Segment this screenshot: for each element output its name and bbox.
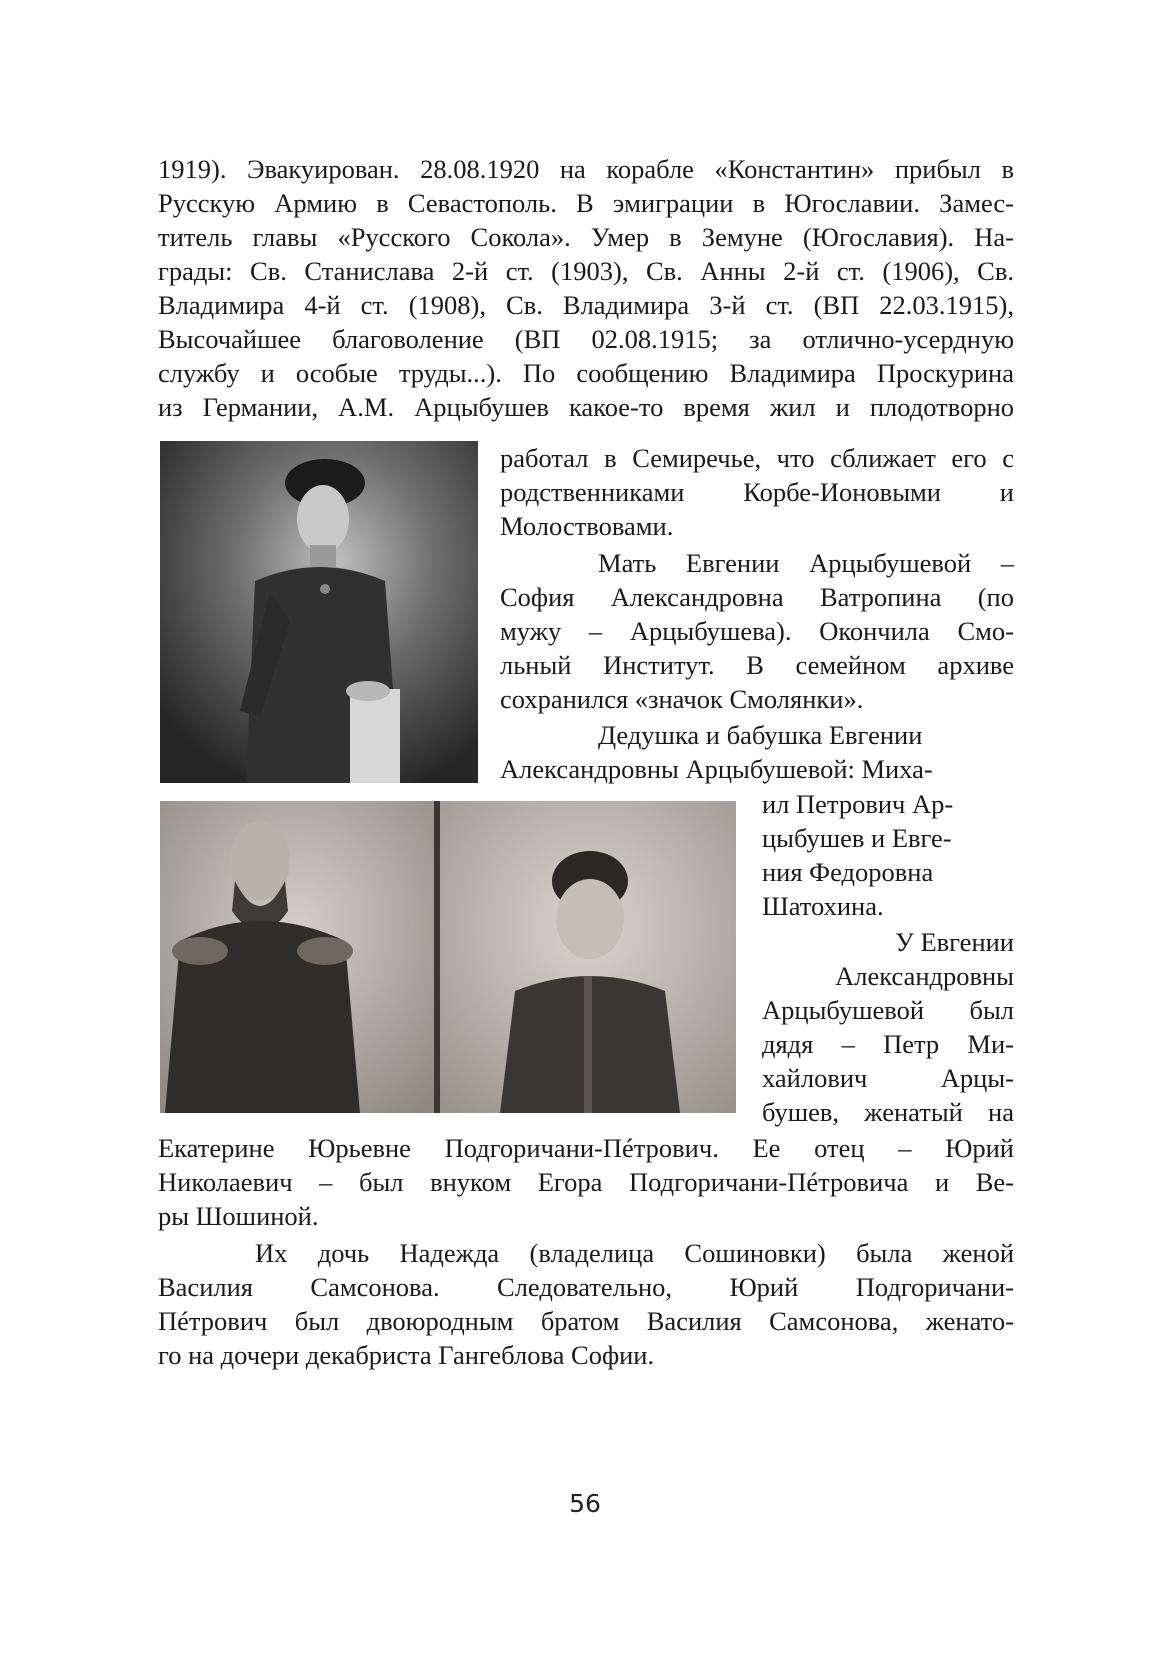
text-line: Молоствовами. bbox=[500, 511, 674, 541]
text-line: ния Федоровна bbox=[762, 857, 934, 887]
text-line: София Александровна Ватропина (по bbox=[500, 582, 1014, 612]
text-line: Екатерине Юрьевне Подгоричани-Пéтрович. Ее отец – Юрий bbox=[158, 1133, 1014, 1163]
text-line: грады: Св. Станислава 2-й ст. (1903), Св. Анны 2-й ст. (1906), Св. bbox=[158, 256, 1014, 286]
text-line: Высочайшее благоволение (ВП 02.08.1915; за отлично-усердную bbox=[158, 324, 1014, 354]
text-line: го на дочери декабриста Гангеблова Софии. bbox=[158, 1340, 655, 1370]
text-line: Василия Самсонова. Следовательно, Юрий Подгоричани- bbox=[158, 1272, 1014, 1302]
portrait-photo-grandparents bbox=[160, 801, 736, 1113]
text-line: Арцыбушевой был bbox=[762, 995, 1014, 1025]
text-line: 1919). Эвакуирован. 28.08.1920 на корабле «Константин» прибыл в bbox=[158, 154, 1014, 184]
text-line: родственниками Корбе-Ионовыми и bbox=[500, 477, 1014, 507]
text-line: Владимира 4-й ст. (1908), Св. Владимира 3-й ст. (ВП 22.03.1915), bbox=[158, 290, 1014, 320]
text-line: Русскую Армию в Севастополь. В эмиграции в Югославии. Замес- bbox=[158, 188, 1014, 218]
text-line: Шатохина. bbox=[762, 891, 884, 921]
text-line: Николаевич – был внуком Егора Подгоричани-Пéтровича и Ве- bbox=[158, 1167, 1014, 1197]
text-line: Их дочь Надежда (владелица Сошиновки) была женой bbox=[255, 1238, 1014, 1268]
text-line: Дедушка и бабушка Евгении bbox=[598, 720, 923, 750]
text-line: льный Институт. В семейном архиве bbox=[500, 650, 1014, 680]
text-line: Александровны Арцыбушевой: Миха- bbox=[500, 754, 933, 784]
text-line: Пéтрович был двоюродным братом Василия Самсонова, женато- bbox=[158, 1306, 1014, 1336]
text-line: Александровны bbox=[835, 961, 1014, 991]
text-line: ил Петрович Ар- bbox=[762, 789, 954, 819]
text-line: службу и особые труды...). По сообщению Владимира Проскурина bbox=[158, 358, 1014, 388]
portrait-photo-woman bbox=[160, 441, 478, 783]
text-line: мужу – Арцыбушева). Окончила Смо- bbox=[500, 616, 1014, 646]
text-line: титель главы «Русского Сокола». Умер в Земуне (Югославия). На- bbox=[158, 222, 1014, 252]
text-line: ры Шошиной. bbox=[158, 1201, 319, 1231]
page-number: 56 bbox=[569, 1489, 601, 1518]
text-line: из Германии, А.М. Арцыбушев какое-то время жил и плодотворно bbox=[158, 392, 1014, 422]
text-line: Мать Евгении Арцыбушевой – bbox=[598, 548, 1014, 578]
text-line: работал в Семиречье, что сближает его с bbox=[500, 443, 1014, 473]
text-line: цыбушев и Евге- bbox=[762, 823, 952, 853]
text-line: сохранился «значок Смолянки». bbox=[500, 684, 864, 714]
text-line: хайлович Арцы- bbox=[762, 1063, 1014, 1093]
text-line: У Евгении bbox=[895, 927, 1014, 957]
text-line: дядя – Петр Ми- bbox=[762, 1029, 1014, 1059]
text-line: бушев, женатый на bbox=[762, 1097, 1014, 1127]
